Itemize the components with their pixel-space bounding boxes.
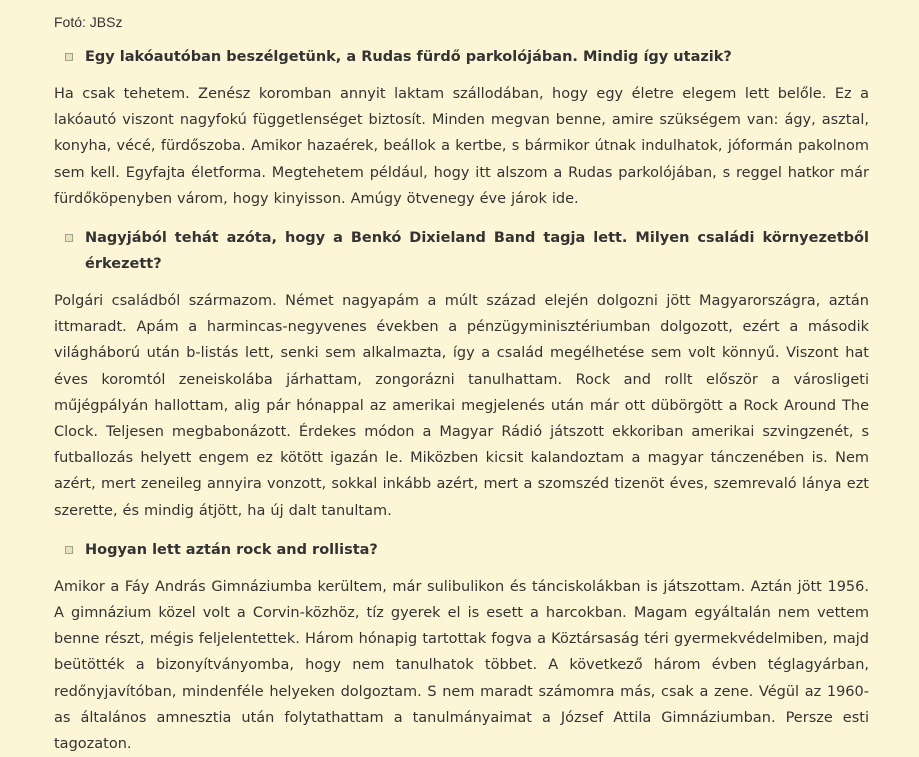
- interview-question-2: [54, 225, 869, 277]
- square-bullet-icon: [65, 53, 73, 61]
- photo-credit: Fotó: JBSz: [54, 14, 123, 30]
- question-text: Egy lakóautóban beszélgetünk, a Rudas fürdő parkolójában. Mindig így utazik?: [85, 49, 732, 65]
- square-bullet-icon: [65, 234, 73, 242]
- question-text: Hogyan lett aztán rock and rollista?: [85, 541, 378, 558]
- interview-answer-3: Amikor a Fáy András Gimnáziumba kerültem, már sulibulikon és tánciskolákban is játszottam. Aztán jött 1956. A gimnázium közel volt a Corvin-közhöz, tíz gyerek el is esett a harcokban. Magam egyáltalán nem vettem benne részt, mégis feljelentettek. Három hónapig tartottak fogva a Köztársaság téri gyermekvédelmiben, majd beütötték a bizonyítványomba, hogy nem tanulhatok többet. A következő három évben téglagyárban, redőnyjavítóban, mindenféle helyeken dolgoztam. S nem maradt számomra más, csak a zene. Végül az 1960-as általános amnesztia után folytathattam a tanulmányaimat a József Attila Gimnáziumban. Persze esti tagozaton.: [54, 578, 869, 753]
- article-body: [54, 0, 869, 757]
- square-bullet-icon: [65, 546, 73, 554]
- question-text: Nagyjából tehát azóta, hogy a Benkó Dixieland Band tagja lett. Milyen családi környezetből érkezett?: [85, 230, 869, 273]
- interview-answer-1: Ha csak tehetem. Zenész koromban annyit laktam szállodában, hogy egy életre elegem lett belőle. Ez a lakóautó viszont nagyfokú függetlenséget biztosít. Minden megvan benne, amire szükségem van: ágy, asztal, konyha, vécé, fürdőszoba. Amikor hazaérek, beállok a kertbe, s bármikor útnak indulhatok, jóformán pakolnom sem kell. Egyfajta életforma. Megtehetem például, hogy itt alszom a Rudas parkolójában, s reggel hatkor már fürdőköpenyben várom, hogy kinyisson. Amúgy ötvenegy éve járok ide.: [54, 86, 869, 207]
- interview-answer-2: Polgári családból származom. Német nagyapám a múlt század elején dolgozni jött Magyarországra, aztán ittmaradt. Apám a harmincas-negyvenes években a pénzügyminisztériumban dolgozott, ezért a második világháború után b-listás lett, senki sem alkalmazta, így a család megélhetése sem volt könnyű. Viszont hat éves koromtól zeneiskolába járhattam, zongorázni tanulhattam. Rock and rollt először a városligeti műjégpályán hallottam, alig pár hónappal az amerikai megjelenés után már ott dübörgött a Rock Around The Clock. Teljesen megbabonázott. Érdekes módon a Magyar Rádió játszott ekkoriban amerikai szvingzenét, s futballozás helyett engem ez kötött igazán le. Miközben kicsit kalandoztam a magyar tánczenében is. Nem azért, mert zeneileg annyira vonzott, sokkal inkább azért, mert a szomszéd tizenöt éves, szemrevaló lánya ezt szerette, és mindig átjött, ha új dalt tanultam.: [54, 293, 869, 519]
- interview-question-3: [54, 537, 869, 563]
- interview-question-1: [54, 44, 869, 70]
